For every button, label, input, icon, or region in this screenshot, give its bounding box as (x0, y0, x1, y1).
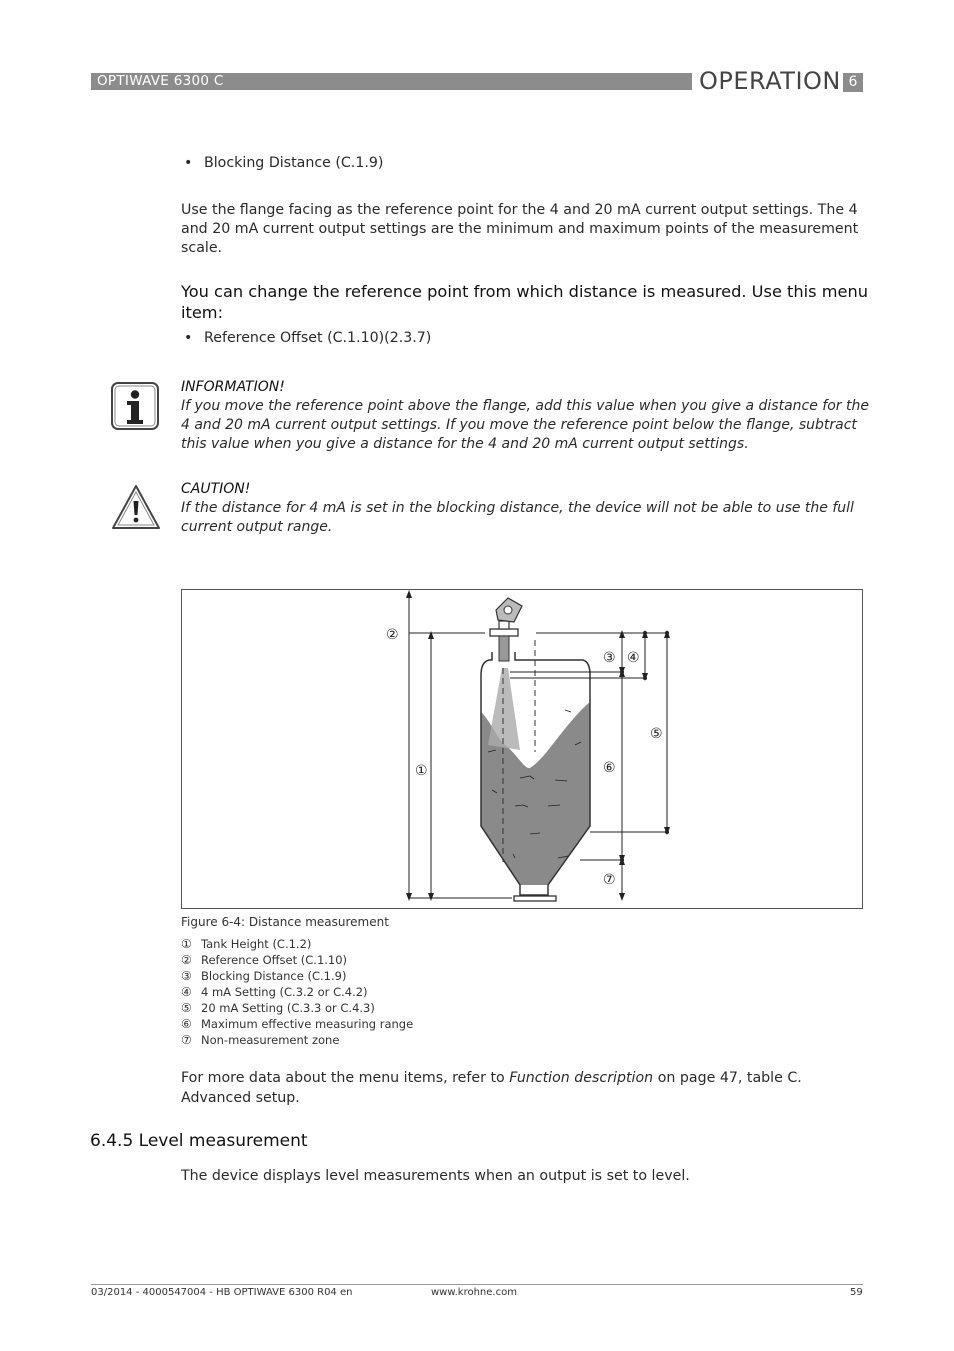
information-line: 4 and 20 mA current output settings. If you move the reference point below the flange, subtract (181, 417, 857, 433)
paragraph-line: Use the flange facing as the reference point for the 4 and 20 mA current output settings. The 4 (181, 202, 858, 218)
legend-number: ③ (181, 969, 192, 983)
bullet-blocking-distance: • Blocking Distance (C.1.9) (204, 154, 383, 173)
lead-line: You can change the reference point from which distance is measured. Use this menu (181, 282, 868, 301)
device-housing (496, 598, 522, 622)
legend-text: 4 mA Setting (C.3.2 or C.4.2) (201, 985, 368, 999)
information-note (181, 378, 871, 454)
marker-reference-offset: ② (386, 627, 399, 643)
device-flange (490, 629, 518, 636)
header-chapter-number: 6 (843, 73, 863, 92)
caution-line: If the distance for 4 mA is set in the blocking distance, the device will not be able to use the full (181, 500, 854, 516)
footer-document-id: 03/2014 - 4000547004 - HB OPTIWAVE 6300 R04 en (91, 1287, 353, 1298)
marker-4ma-setting: ④ (627, 650, 640, 666)
header-product-name: OPTIWAVE 6300 C (97, 73, 224, 89)
header-section-title: OPERATION (699, 67, 841, 95)
footer-page-number: 59 (850, 1287, 863, 1298)
footer-divider (91, 1284, 863, 1285)
marker-max-range: ⑥ (603, 760, 616, 776)
bullet-reference-offset: • Reference Offset (C.1.10)(2.3.7) (204, 329, 431, 348)
figure-caption: Figure 6-4: Distance measurement (181, 915, 389, 929)
legend-item (181, 968, 413, 984)
caution-title: CAUTION! (181, 481, 251, 497)
information-title: INFORMATION! (181, 379, 285, 395)
reference-suffix: on page 47, table C. (657, 1070, 802, 1086)
legend-number: ⑤ (181, 1001, 192, 1015)
paragraph-line: and 20 mA current output settings are the minimum and maximum points of the measurement (181, 221, 859, 237)
legend-item (181, 952, 413, 968)
caution-line: current output range. (181, 519, 333, 535)
legend-item (181, 984, 413, 1000)
caution-note (181, 480, 871, 537)
information-line: If you move the reference point above the flange, add this value when you give a distance for the (181, 398, 869, 414)
marker-non-measurement-zone: ⑦ (603, 872, 616, 888)
information-icon (111, 382, 159, 430)
figure-distance-measurement (181, 589, 863, 909)
device-neck (499, 621, 509, 629)
paragraph-line: scale. (181, 240, 223, 256)
warning-triangle-icon (110, 483, 162, 531)
legend-text: Reference Offset (C.1.10) (201, 953, 348, 967)
marker-blocking-distance: ③ (603, 650, 616, 666)
legend-number: ② (181, 953, 192, 967)
legend-text: Tank Height (C.1.2) (201, 937, 312, 951)
reference-prefix: For more data about the menu items, refer to (181, 1070, 505, 1086)
information-line: this value when you give a distance for the 4 and 20 mA current output settings. (181, 436, 749, 452)
legend-item (181, 1016, 413, 1032)
reference-line (181, 1069, 802, 1088)
device-antenna (499, 636, 509, 661)
reference-line-2: Advanced setup. (181, 1090, 300, 1106)
marker-20ma-setting: ⑤ (650, 726, 663, 742)
footer-url[interactable]: www.krohne.com (431, 1287, 517, 1298)
figure-legend (181, 936, 413, 1048)
section-heading: 6.4.5 Level measurement (90, 1131, 308, 1151)
legend-item (181, 1032, 413, 1048)
legend-text: Maximum effective measuring range (201, 1017, 414, 1031)
function-description-link[interactable]: Function description (509, 1070, 654, 1086)
legend-number: ⑦ (181, 1033, 192, 1047)
tank-diagram (182, 590, 862, 908)
legend-item (181, 1000, 413, 1016)
marker-tank-height: ① (415, 763, 428, 779)
section-text: The device displays level measurements when an output is set to level. (181, 1168, 690, 1184)
legend-item (181, 936, 413, 952)
tank-outlet-flange (514, 896, 556, 901)
legend-number: ④ (181, 985, 192, 999)
legend-text: Blocking Distance (C.1.9) (201, 969, 347, 983)
legend-text: 20 mA Setting (C.3.3 or C.4.3) (201, 1001, 375, 1015)
legend-text: Non-measurement zone (201, 1033, 340, 1047)
legend-number: ① (181, 937, 192, 951)
lead-line: item: (181, 303, 224, 322)
radar-beam (488, 668, 520, 750)
legend-number: ⑥ (181, 1017, 192, 1031)
